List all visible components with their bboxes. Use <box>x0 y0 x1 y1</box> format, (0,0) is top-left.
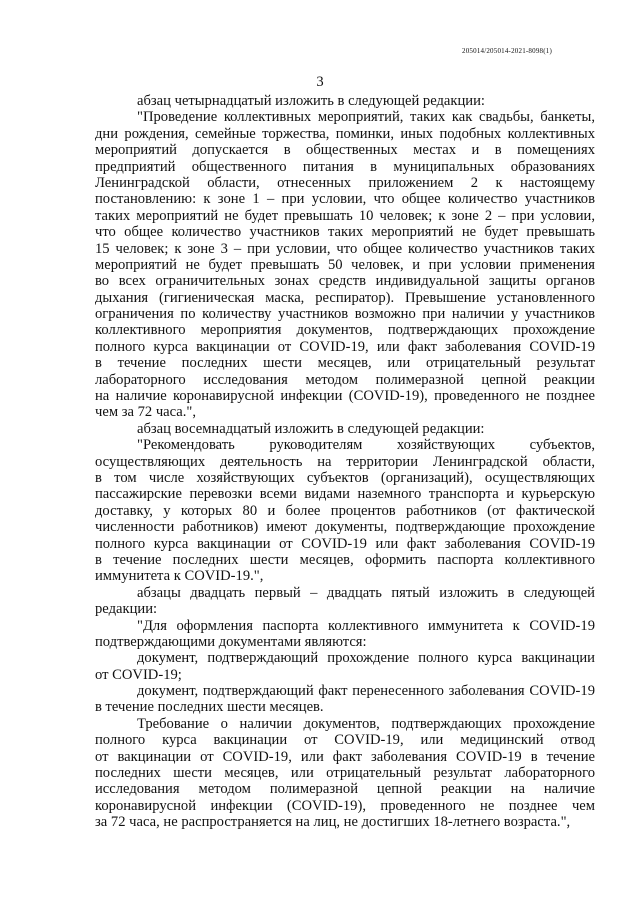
text-line: 15 человек; к зоне 3 – при условии, что общее количество участников таких <box>95 240 595 257</box>
text-line: ограничения по количеству участников возможно при наличии у участников <box>95 306 595 323</box>
text-line: коллективного мероприятия документов, подтверждающих прохождение <box>95 322 595 339</box>
text-line: "Проведение коллективных мероприятий, таких как свадьбы, банкеты, <box>137 109 595 126</box>
text-line: дыхания (гигиеническая маска, респиратор). Превышение установленного <box>95 289 595 306</box>
text-line: таких мероприятий не будет превышать 10 человек; к зоне 2 – при условии, <box>95 207 595 224</box>
text-line: за 72 часа, не распространяется на лиц, не достигших 18-летнего возраста.", <box>95 814 571 831</box>
text-line: документ, подтверждающий факт перенесенного заболевания COVID-19 <box>137 683 595 700</box>
document-id: 205014/205014-2021-8098(1) <box>462 47 552 55</box>
text-line: лабораторного исследования методом полимеразной цепной реакции <box>95 371 595 388</box>
text-line: дни рождения, семейные торжества, поминки, иных подобных коллективных <box>95 125 595 142</box>
text-line: абзац восемнадцатый изложить в следующей редакции: <box>137 420 485 437</box>
text-line: "Для оформления паспорта коллективного иммунитета к COVID-19 <box>137 617 595 634</box>
text-line: Требование о наличии документов, подтверждающих прохождение <box>137 715 595 732</box>
text-line: исследования методом полимеразной цепной реакции на наличие <box>95 781 595 798</box>
text-line: на наличие коронавирусной инфекции (COVID-19), проведенного не позднее <box>95 388 595 405</box>
text-line: "Рекомендовать руководителям хозяйствующих субъектов, <box>137 437 595 454</box>
document-body <box>95 93 595 831</box>
text-line: мероприятий допускается в общественных местах и в помещениях <box>95 142 595 159</box>
text-line: доставку, у которых 80 и более процентов работников (от фактической <box>95 502 595 519</box>
text-line: редакции: <box>95 601 158 618</box>
text-line: полного курса вакцинации от COVID-19, или факт заболевания COVID-19 <box>95 338 595 355</box>
text-line: что общее количество участников таких мероприятий не будет превышать <box>95 224 595 241</box>
text-line: от COVID-19; <box>95 666 182 683</box>
text-line: Ленинградской области, отнесенных приложением 2 к настоящему <box>95 174 595 191</box>
text-line: осуществляющих деятельность на территории Ленинградской области, <box>95 453 595 470</box>
text-line: чем за 72 часа.", <box>95 404 197 421</box>
text-line: абзацы двадцать первый – двадцать пятый изложить в следующей <box>137 584 595 601</box>
text-line: подтверждающими документами являются: <box>95 633 367 650</box>
text-line: последних шести месяцев, или отрицательный результат лабораторного <box>95 765 595 782</box>
text-line: полного курса вакцинации от COVID-19, или медицинский отвод <box>95 732 595 749</box>
text-line: коронавирусной инфекции (COVID-19), проведенного не позднее чем <box>95 797 595 814</box>
text-line: в том числе хозяйствующих субъектов (организаций), осуществляющих <box>95 469 595 486</box>
text-line: постановлению: к зоне 1 – при условии, что общее количество участников <box>95 191 595 208</box>
text-line: документ, подтверждающий прохождение полного курса вакцинации <box>137 650 595 667</box>
text-line: предприятий общественного питания в муниципальных образованиях <box>95 158 595 175</box>
text-line: численности работников) имеют документы, подтверждающие прохождение <box>95 519 595 536</box>
text-line: в течение последних шести месяцев. <box>95 699 324 716</box>
page-number: 3 <box>316 74 324 90</box>
text-line: в течение последних шести месяцев, или отрицательный результат <box>95 355 595 372</box>
text-line: в течение последних шести месяцев, оформить паспорта коллективного <box>95 551 595 568</box>
text-line: во всех ограничительных зонах средств индивидуальной защиты органов <box>95 273 595 290</box>
text-line: иммунитета к COVID-19.", <box>95 568 264 585</box>
text-line: полного курса вакцинации от COVID-19 или факт заболевания COVID-19 <box>95 535 595 552</box>
text-line: от вакцинации от COVID-19, или факт заболевания COVID-19 в течение <box>95 748 595 765</box>
text-line: мероприятий не будет превышать 50 человек, и при условии применения <box>95 256 595 273</box>
text-line: пассажирские перевозки всеми видами наземного транспорта и курьерскую <box>95 486 595 503</box>
text-line: абзац четырнадцатый изложить в следующей редакции: <box>137 93 485 109</box>
